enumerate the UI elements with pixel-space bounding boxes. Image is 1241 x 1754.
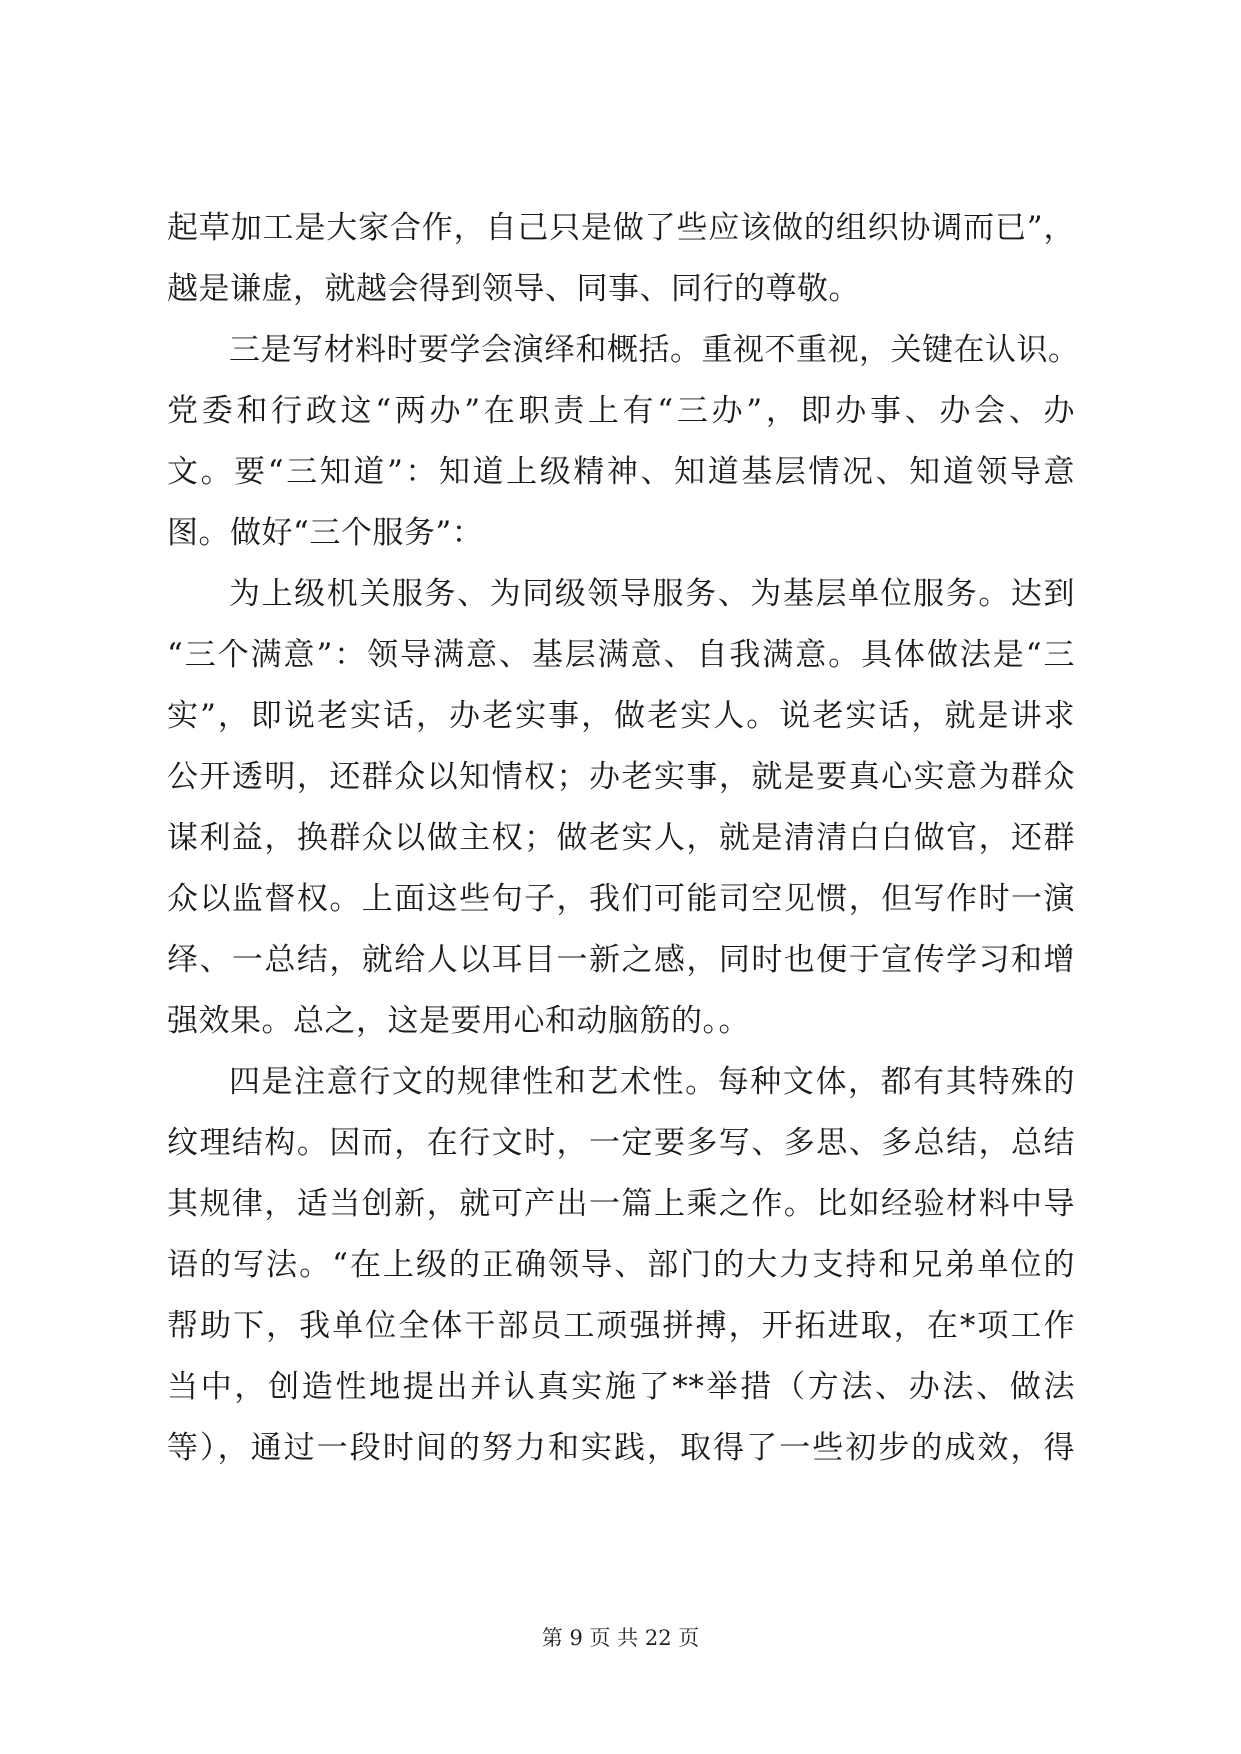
text-line: 等），通过一段时间的努力和实践，取得了一些初步的成效，得 [167,1430,1075,1466]
text-line: 实”，即说老实话，办老实事，做老实人。说老实话，就是讲求 [167,698,1075,734]
text-line: 越是谦虚，就越会得到领导、同事、同行的尊敬。 [167,271,860,307]
page-number-footer: 第 9 页 共 22 页 [541,1626,700,1650]
text-line: 谋利益，换群众以做主权；做老实人，就是清清白白做官，还群 [167,820,1075,856]
text-line: 四是注意行文的规律性和艺术性。每种文体，都有其特殊的 [229,1064,1075,1100]
text-line: 图。做好“三个服务”： [167,515,484,551]
text-line: 起草加工是大家合作，自己只是做了些应该做的组织协调而已”， [167,210,1075,246]
text-line: 纹理结构。因而，在行文时，一定要多写、多思、多总结，总结 [167,1125,1075,1161]
text-line: 党委和行政这“两办”在职责上有“三办”，即办事、办会、办 [167,393,1075,429]
text-line: 文。要“三知道”：知道上级精神、知道基层情况、知道领导意 [167,454,1075,490]
text-line: 语的写法。“在上级的正确领导、部门的大力支持和兄弟单位的 [167,1247,1075,1283]
text-line: 众以监督权。上面这些句子，我们可能司空见惯，但写作时一演 [167,881,1075,917]
text-line: 绎、一总结，就给人以耳目一新之感，同时也便于宣传学习和增 [167,942,1075,978]
text-line: 强效果。总之，这是要用心和动脑筋的。。 [167,1003,750,1039]
text-line: 帮助下，我单位全体干部员工顽强拼搏，开拓进取，在*项工作 [167,1308,1075,1344]
document-body [167,198,1080,1479]
text-line: 公开透明，还群众以知情权；办老实事，就是要真心实意为群众 [167,759,1075,795]
text-line: 三是写材料时要学会演绎和概括。重视不重视，关键在认识。 [229,332,1080,368]
text-line: 其规律，适当创新，就可产出一篇上乘之作。比如经验材料中导 [167,1186,1075,1222]
text-line: 当中，创造性地提出并认真实施了**举措（方法、办法、做法 [167,1369,1075,1405]
text-line: “三个满意”：领导满意、基层满意、自我满意。具体做法是“三 [167,637,1075,673]
text-line: 为上级机关服务、为同级领导服务、为基层单位服务。达到 [229,576,1075,612]
